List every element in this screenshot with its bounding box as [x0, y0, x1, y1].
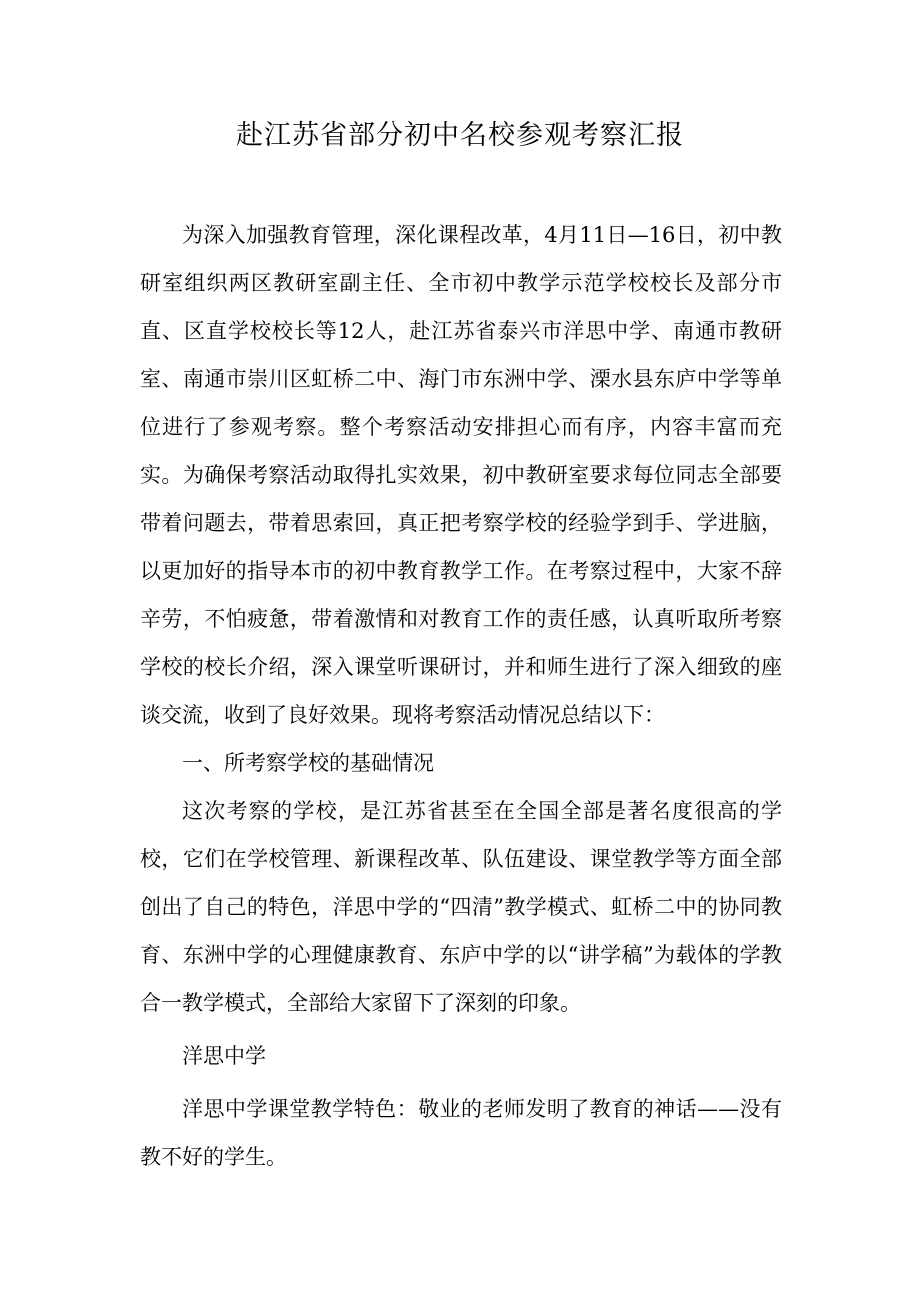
subheading-yangsi: 洋思中学 [182, 1044, 266, 1068]
intro-paragraph: 为深入加强教育管理，深化课程改革，4月11日—16日，初中教研室组织两区教研室副主任、全市初中教学示范学校校长及部分市直、区直学校校长等12人，赴江苏省泰兴市洋思中学、南通市教研室、南通市崇川区虹桥二中、海门市东洲中学、溧水县东庐中学等单位进行了参观考察。整个考察活动安排担心而有序，内容丰富而充实。为确保考察活动取得扎实效果，初中教研室要求每位同志全部要带着问题去，带着思索回，真正把考察学校的经验学到手、学进脑，以更加好的指导本市的初中教育教学工作。在考察过程中，大家不辞辛劳，不怕疲惫，带着激情和对教育工作的责任感，认真听取所考察学校的校长介绍，深入课堂听课研讨，并和师生进行了深入细致的座谈交流，收到了良好效果。现将考察活动情况总结以下： [140, 223, 782, 727]
document-title: 赴江苏省部分初中名校参观考察汇报 [236, 120, 684, 151]
document-body [140, 211, 782, 1181]
yangsi-paragraph: 洋思中学课堂教学特色：敬业的老师发明了教育的神话——没有教不好的学生。 [140, 1097, 782, 1169]
section-heading-1: 一、所考察学校的基础情况 [182, 751, 434, 775]
schools-overview-paragraph: 这次考察的学校，是江苏省甚至在全国全部是著名度很高的学校，它们在学校管理、新课程改革、队伍建设、课堂教学等方面全部创出了自己的特色，洋思中学的“四清”教学模式、虹桥二中的协同教育、东洲中学的心理健康教育、东庐中学的以“讲学稿”为载体的学教合一教学模式，全部给大家留下了深刻的印象。 [140, 799, 782, 1015]
